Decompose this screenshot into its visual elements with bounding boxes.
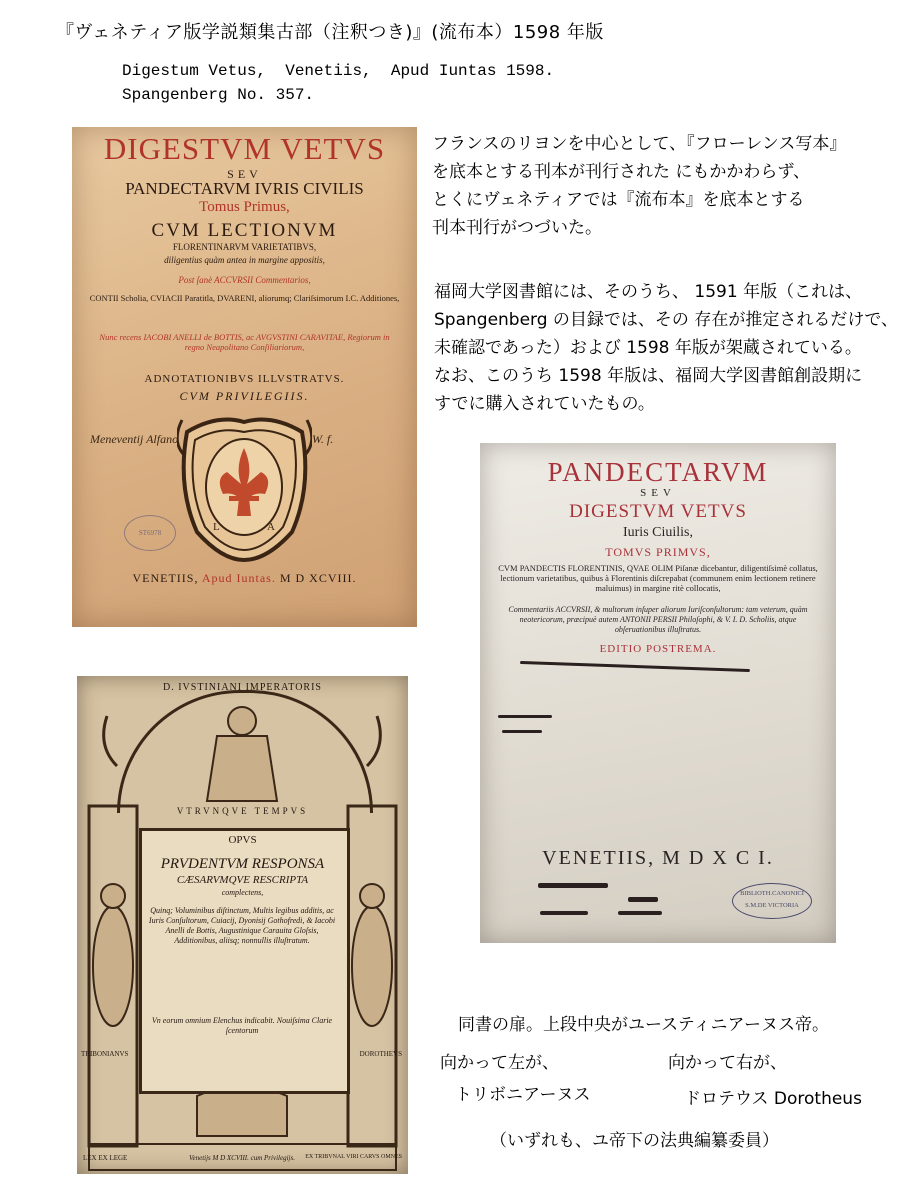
subtitle-line-1: Digestum Vetus, Venetiis, Apud Iuntas 1598.	[122, 62, 555, 80]
book-1598-line6: FLORENTINARVM VARIETATIBVS,	[172, 242, 317, 252]
book-1598-line4: Tomus Primus,	[199, 199, 290, 215]
svg-text:A: A	[267, 521, 275, 533]
caption-note: （いずれも、ユ帝下の法典編纂委員）	[490, 1131, 779, 1151]
book-1591-line4: Iuris Ciuilis,	[622, 525, 693, 540]
book-1591-library-stamp: BIBLIOTH.CANONICI S.M.DE VICTORIA	[732, 883, 812, 919]
frontispiece-opus: OPVS	[228, 834, 257, 846]
frontispiece-title-1: PRVDENTVM RESPONSA	[160, 856, 325, 872]
caption-left-heading: 向かって左が、	[440, 1053, 559, 1073]
ink-scribble-mark	[498, 715, 552, 718]
book-1598-library-stamp: ST6978	[124, 515, 176, 551]
caption-left-name: トリボニアーヌス	[455, 1085, 591, 1105]
frontispiece-foot-center: Venetijs M D XCVIII. cum Privilegijs.	[189, 1154, 295, 1162]
frontispiece-label-right: DOROTHEVS	[359, 1050, 402, 1058]
ink-scribble-mark	[502, 730, 542, 733]
book-1591-line6: CVM PANDECTIS FLORENTINIS, QVAE OLIM Piſanæ dicebantur, diligentiſsimè collatus, lectionum varietatibus, quibus à Florentinis diſcrepabat (communem enim lectionem retinere maluimus) in margine ritè collocatis,	[498, 563, 818, 593]
caption-right-heading: 向かって右が、	[668, 1053, 787, 1073]
paragraph-1	[432, 130, 846, 242]
paragraph-2-line: 福岡大学図書館には、そのうち、 1591 年版（これは、	[434, 282, 863, 302]
book-1598-signature-left: Meneventij Alfano	[90, 432, 179, 446]
book-1598-imprint	[72, 571, 417, 586]
frontispiece-title-2: CÆSARVMQVE RESCRIPTA	[176, 874, 309, 886]
book-1591-line5: TOMVS PRIMVS,	[605, 545, 711, 559]
frontispiece-title-3: complectens,	[221, 888, 264, 897]
book-1598-line1: DIGESTVM VETVS	[103, 131, 386, 166]
paragraph-2-line: すでに購入されていたもの。	[434, 394, 655, 414]
book-1591-line2: SEV	[640, 487, 676, 499]
frontispiece-top-inscription: D. IVSTINIANI IMPERATORIS	[163, 682, 322, 693]
book-1598-imprint-printer: Apud Iuntas.	[201, 571, 276, 585]
paragraph-2-line: 未確認であった）および 1598 年版が架蔵されている。	[434, 338, 862, 358]
book-1598-line12: CVM PRIVILEGIIS.	[179, 389, 310, 403]
frontispiece-index-note: Vn eorum omnium Elenchus indicabit. Nouiſsima Clarie ſcentorum	[151, 1016, 333, 1035]
caption-right-name: ドロテウス Dorotheus	[684, 1089, 862, 1109]
frontispiece-foot-left: LEX EX LEGE	[83, 1154, 128, 1162]
svg-text:L: L	[213, 521, 220, 533]
paragraph-1-line: を底本とする刊本が刊行された にもかかわらず、	[432, 162, 811, 182]
ink-scribble-mark	[538, 883, 608, 888]
frontispiece-description: Quinq; Voluminibus diſtinctum, Multis legibus additis, ac Iuris Conſultorum, Cuiacij, Dyonisij Gothofredi, & Iacobi Anelli de Bottis, Augustinique Carauita Gloſsis, Additionibus, aliisq; nonnullis illuſtratum.	[148, 906, 336, 945]
book-1598-line7: diligentius quàm antea in margine appositis,	[164, 255, 325, 265]
frontispiece-label-left: TRIBONIANVS	[81, 1050, 129, 1058]
book-1598-line2: SEV	[227, 167, 262, 181]
book-1598-line10: Nunc recens IACOBI ANELLI de BOTTIS, ac AVGVSTINI CARAVITAE, Regiorum in regno Neapolitano Conſiliariorum,	[99, 332, 390, 352]
book-1598-imprint-year: M D XCVIII.	[279, 571, 357, 585]
ink-scribble-mark	[628, 897, 658, 902]
book-1591-title-page-image	[480, 443, 836, 943]
book-1598-signature-right: W. f.	[312, 432, 334, 446]
book-1591-imprint: VENETIIS, M D X C I.	[542, 847, 774, 869]
book-1598-line8: Post ſanè ACCVRSII Commentarios,	[178, 275, 311, 285]
page-title: 『ヴェネティア版学説類集古部（注釈つき)』(流布本）1598 年版	[56, 22, 604, 43]
book-1598-line5: CVM LECTIONVM	[151, 220, 338, 241]
fleur-de-lis-printer-mark-icon	[177, 412, 312, 562]
frontispiece-engraving-image	[77, 676, 408, 1174]
book-1598-line3: PANDECTARVM IVRIS CIVILIS	[125, 179, 364, 198]
paragraph-1-line: 刊本刊行がつづいた。	[432, 218, 602, 238]
caption-frontispiece: 同書の扉。上段中央がユースティニアーヌス帝。	[458, 1015, 829, 1035]
ink-scribble-mark	[540, 911, 588, 915]
paragraph-2	[434, 278, 898, 418]
frontispiece-ribbon: VTRVNQVE TEMPVS	[176, 806, 309, 816]
paragraph-1-line: とくにヴェネティアでは『流布本』を底本とする	[432, 190, 805, 210]
subtitle-line-2: Spangenberg No. 357.	[122, 86, 315, 104]
book-1591-line7: Commentariis ACCVRSII, & multorum inſuper aliorum Iuriſconſultorum: tam veterum, quàm neotericorum, præcipuè autem ANTONII PERSII Philoſophi, & V. I. D. Scholiis, atque obſeruationibus illuſtratus.	[508, 605, 808, 634]
paragraph-2-line: なお、このうち 1598 年版は、福岡大学図書館創設期に	[434, 366, 863, 386]
book-1591-line1: PANDECTARVM	[547, 457, 769, 487]
book-1598-title-page-image	[72, 127, 417, 627]
ink-scribble-mark	[520, 661, 750, 672]
book-1598-line11: ADNOTATIONIBVS ILLVSTRATVS.	[144, 373, 345, 385]
frontispiece-foot-right: EX TRIBVNAL VIRI CARVS OMNES	[305, 1154, 402, 1160]
paragraph-2-line: Spangenberg の目録では、その 存在が推定されるだけで、	[434, 310, 898, 330]
paragraph-1-line: フランスのリヨンを中心として、『フローレンス写本』	[432, 134, 847, 154]
ink-scribble-mark	[618, 911, 662, 915]
book-1598-line9: CONTII Scholia, CVIACII Paratitla, DVARENI, aliorumq; Clariſsimorum I.C. Additiones,	[89, 293, 400, 303]
book-1598-imprint-city: VENETIIS,	[132, 571, 199, 585]
book-1591-line8: EDITIO POSTREMA.	[599, 643, 717, 655]
book-1591-line3: DIGESTVM VETVS	[569, 501, 747, 522]
